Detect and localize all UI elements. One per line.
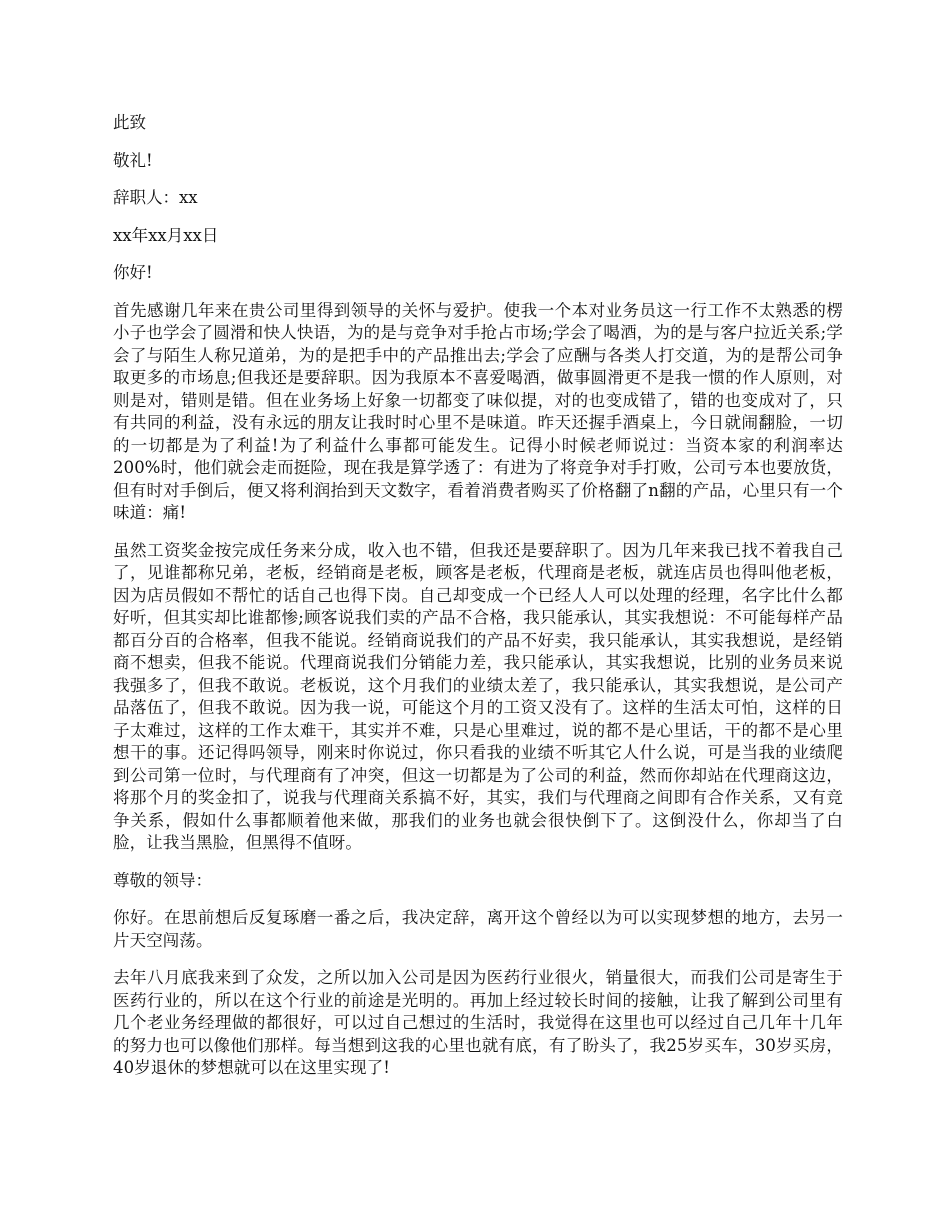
salutation-line: 尊敬的领导： (113, 870, 212, 890)
greeting-line: 你好! (113, 263, 153, 282)
salute-line: 敬礼! (113, 150, 153, 170)
body-paragraph-3: 你好。在思前想后反复琢磨一番之后，我决定辞，离开这个曾经以为可以实现梦想的地方，去另一片天空闯荡。 (113, 908, 843, 950)
closing-line: 此致 (113, 113, 146, 132)
body-paragraph-2: 虽然工资奖金按完成任务来分成，收入也不错，但我还是要辞职了。因为几年来我已找不着我自己了，见谁都称兄弟，老板，经销商是老板，顾客是老板，代理商是老板，就连店员也得叫他老板，因为店员假如不帮忙的话自己也得下岗。自己却变成一个已经人人可以处理的经理，名字比什么都好听，但其实却比谁都惨;顾客说我们卖的产品不合格，我只能承认，其实我想说：不可能每样产品都百分百的合格率，但我不能说。经销商说我们的产品不好卖，我只能承认，其实我想说，是经销商不想卖，但我不能说。代理商说我们分销能力差，我只能承认，其实我想说，比别的业务员来说我强多了，但我不敢说。老板说，这个月我们的业绩太差了，我只能承认，其实我想说，是公司产品落伍了，但我不敢说。因为我一说，可能这个月的工资又没有了。这样的生活太可怕，这样的日子太难过，这样的工作太难干，其实并不难，只是心里难过，说的都不是心里话，干的都不是心里想干的事。还记得吗领导，刚来时你说过，你只看我的业绩不听其它人什么说，可是当我的业绩爬到公司第一位时，与代理商有了冲突，但这一切都是为了公司的利益，然而你却站在代理商这边，将那个月的奖金扣了，说我与代理商关系搞不好，其实，我们与代理商之间即有合作关系，又有竞争关系，假如什么事都顺着他来做，那我们的业务也就会很快倒下了。这倒没什么，你却当了白脸，让我当黑脸，但黑得不值呀。 (113, 540, 843, 852)
date-line: xx年xx月xx日 (113, 225, 219, 245)
body-paragraph-1: 首先感谢几年来在贵公司里得到领导的关怀与爱护。使我一个本对业务员这一行工作不太熟悉的楞小子也学会了圆滑和快人快语，为的是与竞争对手抢占市场;学会了喝酒，为的是与客户拉近关系;学会了与陌生人称兄道弟，为的是把手中的产品推出去;学会了应酬与各类人打交道，为的是帮公司争取更多的市场息;但我还是要辞职。因为我原本不喜爱喝酒，做事圆滑更不是我一惯的作人原则，对则是对，错则是错。但在业务场上好象一切都变了味似提，对的也变成错了，错的也变成对了，只有共同的利益，没有永远的朋友让我时时心里不是味道。昨天还握手酒桌上，今日就闹翻脸，一切的一切都是为了利益!为了利益什么事都可能发生。记得小时候老师说过：当资本家的利润率达200%时，他们就会走而挺险，现在我是算学透了：有进为了将竞争对手打败，公司亏本也要放货，但有时对手倒后，便又将利润抬到天文数字，看着消费者购买了价格翻了n翻的产品，心里只有一个味道：痛! (113, 300, 843, 522)
body-paragraph-4: 去年八月底我来到了众发，之所以加入公司是因为医药行业很火，销量很大，而我们公司是寄生于医药行业的，所以在这个行业的前途是光明的。再加上经过较长时间的接触，让我了解到公司里有几个老业务经理做的都很好，可以过自己想过的生活时，我觉得在这里也可以经过自己几年十几年的努力也可以像他们那样。每当想到这我的心里也就有底，有了盼头了，我25岁买车，30岁买房，40岁退休的梦想就可以在这里实现了! (113, 968, 843, 1077)
document-page (113, 112, 843, 1095)
signature-line: 辞职人：xx (113, 188, 198, 207)
